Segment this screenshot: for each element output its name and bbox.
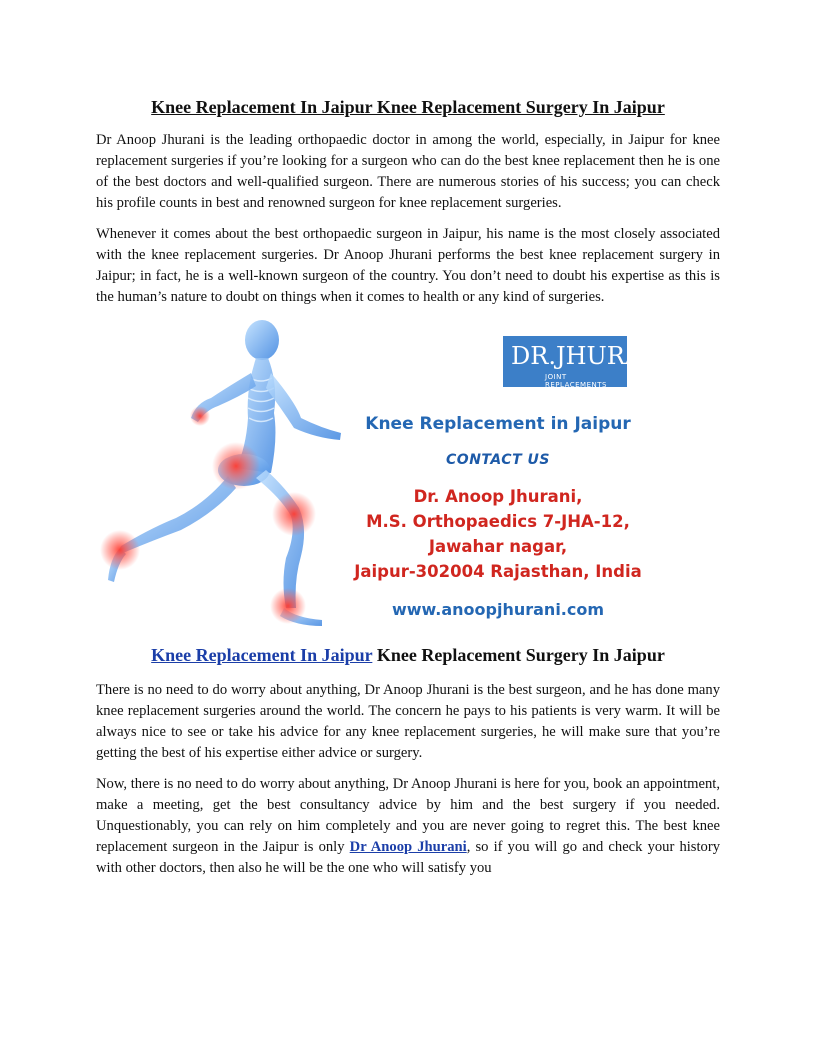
section-heading — [96, 644, 720, 666]
address-line: Jawahar nagar, — [428, 537, 568, 556]
contact-us-label: CONTACT US — [446, 452, 550, 468]
address-line: Dr. Anoop Jhurani, — [413, 487, 583, 506]
paragraph-2: Whenever it comes about the best orthopaedic surgeon in Jaipur, his name is the most closely associated with the knee replacement surgeries. Dr Anoop Jhurani performs the best knee replacement surgery in Jaipur; in fact, he is a well-known surgeon of the country. You don’t need to doubt his expertise as this is the human’s nature to doubt on things when it comes to health or any kind of surgeries. — [96, 226, 720, 305]
address-line: Jaipur-302004 Rajasthan, India — [354, 562, 642, 581]
dr-anoop-jhurani-link[interactable]: Dr Anoop Jhurani — [349, 839, 467, 855]
page-title: Knee Replacement In Jaipur Knee Replacement Surgery In Jaipur — [151, 97, 665, 117]
running-skeleton-illustration — [96, 318, 352, 632]
promo-image — [96, 318, 673, 632]
address-block — [348, 484, 648, 584]
paragraph-3: There is no need to do worry about anything, Dr Anoop Jhurani is the best surgeon, and he has done many knee replacement surgeries around the world. The concern he pays to his patients is very warm. It will be always nice to see or take his advice for any knee replacement surgeries, he will make sure that you’re getting the best of his expertise either advice or surgery. — [96, 682, 720, 761]
document-page — [96, 96, 720, 889]
address-line: M.S. Orthopaedics 7-JHA-12, — [366, 512, 630, 531]
knee-replacement-link[interactable]: Knee Replacement In Jaipur — [151, 645, 373, 665]
paragraph-1: Dr Anoop Jhurani is the leading orthopaedic doctor in among the world, especially, in Jaipur for knee replacement surgeries if you’re looking for a surgeon who can do the best knee replacement then he is one of the best doctors and well-qualified surgeon. There are numerous stories of his success; you can check his profile counts in best and renowned surgeon for knee replacement surgeries. — [96, 132, 720, 211]
skeleton-figure-icon — [96, 318, 352, 632]
paragraph-4-tail: , so if you will go and check your history with other doctors, then also he will be the one who will satisfy you — [96, 839, 720, 876]
figure-heading: Knee Replacement in Jaipur — [365, 414, 631, 434]
section-heading-rest: Knee Replacement Surgery In Jaipur — [372, 645, 665, 665]
dr-jhurani-logo: DR.JHURANI JOINT REPLACEMENTS — [503, 336, 627, 387]
paragraph-4 — [96, 774, 720, 879]
website-url: www.anoopjhurani.com — [391, 600, 605, 619]
paragraph-4-text: Now, there is no need to do worry about anything, Dr Anoop Jhurani is here for you, book an appointment, make a meeting, get the best consultancy advice by him and the best surgery if you needed. Unquestionably, you can rely on him completely and you are never going to regret this. The best knee replacement surgeon in the Jaipur is only — [96, 776, 720, 855]
